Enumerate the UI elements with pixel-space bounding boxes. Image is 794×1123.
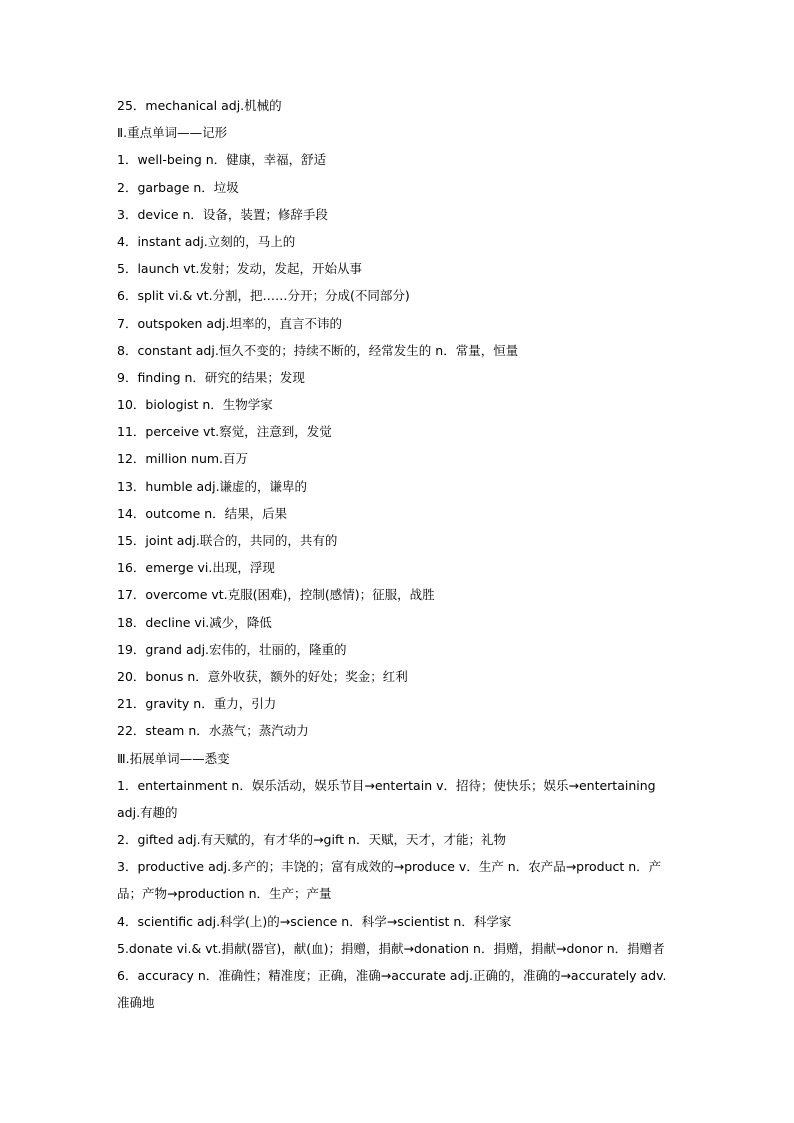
vocab-item: 1．well-being n．健康，幸福，舒适 (117, 152, 327, 168)
vocab-item: 7．outspoken adj.坦率的，直言不讳的 (117, 315, 342, 331)
vocab-item: 9．finding n．研究的结果；发现 (117, 369, 305, 385)
vocab-item: 4．instant adj.立刻的，马上的 (117, 233, 296, 249)
vocab-item: 21．gravity n．重力，引力 (117, 696, 277, 712)
vocab-item: 1．entertainment n．娱乐活动，娱乐节目→entertain v．招待；使快乐；娱乐→entertaining (117, 777, 656, 793)
vocab-item: 12．million num.百万 (117, 451, 249, 467)
vocabulary-document (117, 92, 683, 1016)
vocab-item: 3．productive adj.多产的；丰饶的；富有成效的→produce v．生产 n．农产品→product n．产 (117, 859, 662, 875)
vocab-item: 13．humble adj.谦虚的，谦卑的 (117, 478, 308, 494)
vocab-item: 19．grand adj.宏伟的，壮丽的，隆重的 (117, 641, 347, 657)
vocab-item: 10．biologist n．生物学家 (117, 397, 273, 413)
vocab-item: 22．steam n．水蒸气；蒸汽动力 (117, 723, 309, 739)
vocab-item: 8．constant adj.恒久不变的；持续不断的，经常发生的 n．常量，恒量 (117, 342, 519, 358)
vocab-item: 5．launch vt.发射；发动，发起，开始从事 (117, 261, 362, 277)
vocab-item: 4．scientific adj.科学(上)的→science n．科学→scientist n．科学家 (117, 913, 512, 929)
vocab-item: 16．emerge vi.出现，浮现 (117, 560, 275, 576)
vocab-item: 6．accuracy n．准确性；精准度；正确，准确→accurate adj.正确的，准确的→accurately adv. (117, 968, 667, 983)
vocab-item: 15．joint adj.联合的，共同的，共有的 (117, 533, 338, 548)
vocab-item: 25．mechanical adj.机械的 (117, 98, 282, 113)
vocab-item: 3．device n．设备，装置；修辞手段 (117, 206, 328, 222)
vocab-item-continuation: 准确地 (117, 995, 155, 1011)
vocab-item: 2．gifted adj.有天赋的，有才华的→gift n．天赋，天才，才能；礼物 (117, 832, 506, 848)
section-heading-extended-words: Ⅲ.拓展单词——悉变 (117, 750, 230, 766)
vocab-item: 14．outcome n．结果，后果 (117, 505, 288, 521)
vocab-item: 2．garbage n．垃圾 (117, 179, 239, 195)
vocab-item-continuation: 品；产物→production n．生产；产量 (117, 886, 332, 902)
vocab-item: 6．split vi.& vt.分割，把……分开；分成(不同部分) (117, 288, 410, 304)
vocab-item: 18．decline vi.减少，降低 (117, 614, 272, 630)
vocab-item: 5.donate vi.& vt.捐献(器官)，献(血)；捐赠，捐献→donation n．捐赠，捐献→donor n．捐赠者 (117, 940, 665, 956)
vocab-item-continuation: adj.有趣的 (117, 804, 178, 820)
vocab-item: 20．bonus n．意外收获，额外的好处；奖金；红利 (117, 668, 408, 684)
vocab-item: 11．perceive vt.察觉，注意到，发觉 (117, 424, 332, 440)
section-heading-key-words: Ⅱ.重点单词——记形 (117, 125, 228, 141)
vocab-item: 17．overcome vt.克服(困难)，控制(感情)；征服，战胜 (117, 587, 435, 603)
